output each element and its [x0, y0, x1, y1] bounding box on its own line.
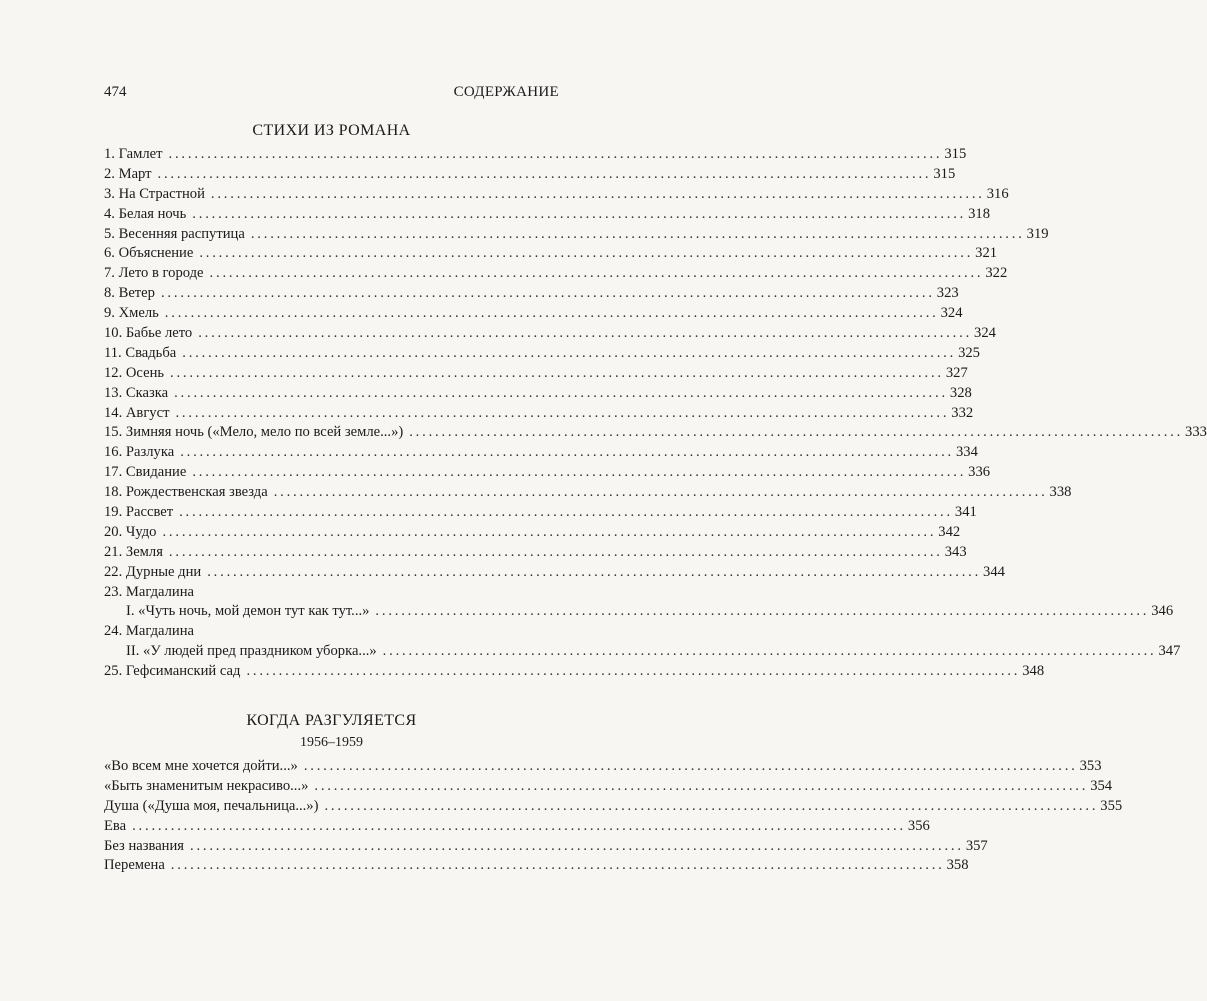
dot-leader: ........................................................................................................................ [375, 603, 1150, 620]
running-head: СОДЕРЖАНИЕ [453, 84, 559, 100]
toc-entry [104, 563, 1005, 583]
toc-list-when-it-clears [104, 757, 1123, 876]
toc-entry-title: I. «Чуть ночь, мой демон тут как тут...» [126, 603, 370, 620]
dot-leader: ........................................................................................................................ [175, 404, 950, 421]
toc-entry-page: 321 [975, 245, 998, 262]
section-years: 1956–1959 [300, 735, 363, 750]
toc-entry-title: «Быть знаменитым некрасиво...» [104, 777, 309, 794]
toc-entry-page: 353 [1079, 758, 1102, 774]
toc-entry [104, 443, 978, 463]
toc-entry-title: 3. На Страстной [104, 185, 205, 202]
dot-leader: ........................................................................................................................ [168, 146, 943, 162]
toc-entry-page: 324 [974, 325, 996, 342]
toc-entry-page: 325 [958, 344, 980, 361]
toc-entry-page: 338 [1049, 484, 1072, 501]
dot-leader: ........................................................................................................................ [273, 484, 1048, 501]
dot-leader: ........................................................................................................................ [382, 643, 1157, 660]
toc-entry-title: 20. Чудо [104, 523, 157, 540]
toc-entry-title: 22. Дурные дни [104, 563, 202, 580]
toc-entry [104, 463, 991, 483]
section-title-poems-from-novel: СТИХИ ИЗ РОМАНА [252, 122, 411, 139]
toc-entry [104, 404, 974, 424]
dot-leader: ........................................................................................................................ [170, 364, 944, 381]
toc-entry-page: 355 [1100, 797, 1123, 814]
dot-leader: ........................................................................................................................ [209, 265, 984, 282]
toc-entry-title: 1. Гамлет [104, 146, 163, 162]
toc-entry [104, 777, 1113, 797]
toc-entry [104, 662, 1045, 682]
dot-leader: ........................................................................................................................ [162, 523, 937, 540]
toc-entry-page: 354 [1090, 777, 1113, 794]
toc-entry [104, 642, 1181, 662]
toc-entry-page: 347 [1158, 643, 1181, 660]
toc-list-poems-from-novel [104, 145, 1207, 682]
dot-leader: ........................................................................................................................ [250, 225, 1025, 242]
toc-entry-page: 356 [907, 817, 930, 834]
dot-leader: ........................................................................................................................ [174, 384, 948, 401]
toc-entry-title: 4. Белая ночь [104, 205, 187, 222]
toc-entry [104, 503, 977, 523]
toc-entry [104, 483, 1072, 503]
toc-entry-title: 2. Март [104, 165, 152, 182]
toc-entry [104, 583, 559, 603]
toc-entry [104, 602, 1174, 622]
dot-leader: ........................................................................................................................ [132, 817, 906, 834]
toc-entry-page: 344 [983, 563, 1005, 580]
toc-entry-page: 333 [1185, 424, 1207, 441]
toc-entry-page: 316 [986, 185, 1009, 202]
toc-entry [104, 384, 972, 404]
toc-entry [104, 856, 969, 876]
toc-entry-title: 11. Свадьба [104, 344, 177, 361]
toc-entry [104, 185, 1009, 205]
toc-entry-title: 12. Осень [104, 364, 165, 381]
page-number: 474 [104, 84, 127, 100]
toc-entry [104, 284, 959, 304]
toc-entry-title: Без названия [104, 837, 185, 854]
toc-entry-title: 13. Сказка [104, 384, 169, 401]
toc-entry-page: 318 [968, 205, 990, 222]
toc-entry-title: 15. Зимняя ночь («Мело, мело по всей земле...») [104, 424, 404, 441]
toc-entry-page: 357 [965, 837, 988, 854]
toc-entry-page: 358 [946, 857, 969, 874]
toc-entry-page: 315 [933, 165, 956, 182]
toc-entry-page: 324 [940, 305, 963, 322]
dot-leader: ........................................................................................................................ [207, 563, 982, 580]
dot-leader: ........................................................................................................................ [168, 543, 943, 560]
dot-leader: ........................................................................................................................ [182, 344, 957, 361]
toc-entry-page: 323 [936, 285, 959, 302]
toc-entry-title: 5. Весенняя распутица [104, 225, 245, 242]
toc-entry [104, 837, 988, 857]
toc-entry-page: 334 [956, 444, 978, 461]
dot-leader: ........................................................................................................................ [199, 245, 974, 262]
toc-entry-title: 16. Разлука [104, 444, 175, 461]
dot-leader: ........................................................................................................................ [170, 857, 945, 874]
toc-entry [104, 757, 1102, 777]
toc-entry-title: 10. Бабье лето [104, 325, 193, 342]
toc-entry [104, 324, 996, 344]
page-header [104, 82, 559, 102]
dot-leader: ........................................................................................................................ [164, 305, 939, 322]
toc-entry [104, 165, 956, 185]
toc-entry [104, 344, 980, 364]
dot-leader: ........................................................................................................................ [192, 464, 967, 481]
toc-entry-page: 341 [954, 504, 977, 521]
toc-entry-title: «Во всем мне хочется дойти...» [104, 758, 298, 774]
dot-leader: ........................................................................................................................ [157, 165, 932, 182]
toc-entry [104, 364, 968, 384]
toc-entry [104, 205, 990, 225]
toc-entry-page: 342 [938, 523, 961, 540]
dot-leader: ........................................................................................................................ [314, 777, 1089, 794]
toc-entry-title: 19. Рассвет [104, 504, 174, 521]
toc-entry [104, 304, 963, 324]
toc-entry [104, 797, 1123, 817]
toc-entry [104, 225, 1049, 245]
toc-entry-title: 23. Магдалина [104, 583, 195, 600]
toc-entry-page: 332 [951, 404, 974, 421]
dot-leader: ........................................................................................................................ [190, 837, 964, 854]
dot-leader: ........................................................................................................................ [324, 797, 1099, 814]
dot-leader: ........................................................................................................................ [210, 185, 985, 202]
toc-entry [104, 543, 967, 563]
toc-entry-title: 14. Август [104, 404, 170, 421]
toc-entry [104, 145, 967, 165]
toc-entry-page: 348 [1022, 663, 1045, 680]
dot-leader: ........................................................................................................................ [179, 504, 953, 521]
toc-entry-title: 8. Ветер [104, 285, 155, 302]
toc-entry-title: 17. Свидание [104, 464, 187, 481]
dot-leader: ........................................................................................................................ [303, 758, 1078, 774]
toc-entry-title: Ева [104, 817, 127, 834]
toc-entry-title: 18. Рождественская звезда [104, 484, 268, 501]
toc-entry-page: 319 [1026, 225, 1049, 242]
toc-entry [104, 423, 1207, 443]
dot-leader: ........................................................................................................................ [160, 285, 935, 302]
toc-entry [104, 264, 1008, 284]
toc-entry-page: 327 [945, 364, 968, 381]
toc-entry [104, 817, 930, 837]
toc-entry-title: II. «У людей пред праздником уборка...» [126, 643, 377, 660]
toc-entry [104, 244, 998, 264]
toc-entry-title: 9. Хмель [104, 305, 159, 322]
toc-entry-page: 322 [985, 265, 1008, 282]
toc-entry-page: 328 [949, 384, 972, 401]
toc-entry-title: Душа («Душа моя, печальница...») [104, 797, 319, 814]
toc-entry-page: 315 [944, 146, 967, 162]
toc-entry-title: Перемена [104, 857, 165, 874]
dot-leader: ........................................................................................................................ [409, 424, 1184, 441]
dot-leader: ........................................................................................................................ [198, 325, 973, 342]
toc-entry [104, 622, 559, 642]
toc-entry-title: 25. Гефсиманский сад [104, 663, 241, 680]
toc-entry-title: 24. Магдалина [104, 623, 195, 640]
toc-entry-page: 343 [944, 543, 967, 560]
toc-entry-title: 6. Объяснение [104, 245, 194, 262]
toc-entry-page: 336 [968, 464, 991, 481]
toc-entry-page: 346 [1151, 603, 1174, 620]
dot-leader: ........................................................................................................................ [192, 205, 967, 222]
section-title-when-it-clears: КОГДА РАЗГУЛЯЕТСЯ [246, 712, 417, 729]
dot-leader: ........................................................................................................................ [246, 663, 1021, 680]
toc-entry-title: 21. Земля [104, 543, 163, 560]
toc-entry [104, 523, 961, 543]
toc-entry-title: 7. Лето в городе [104, 265, 204, 282]
dot-leader: ........................................................................................................................ [180, 444, 954, 461]
